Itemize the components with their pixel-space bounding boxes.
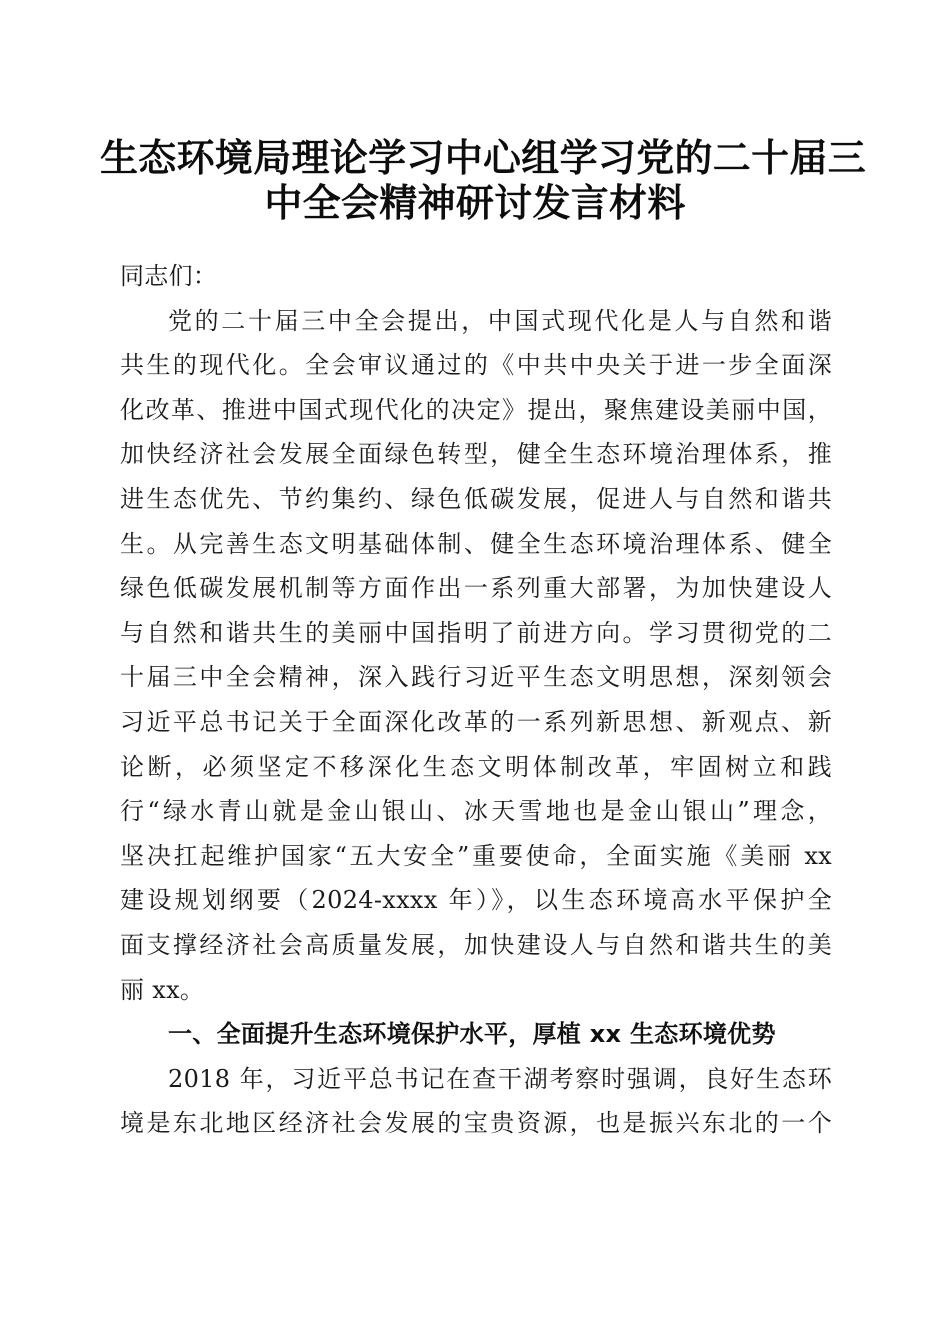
- paragraph-line: 2018 年，习近平总书记在查干湖考察时强调，良好生态环: [168, 1064, 832, 1093]
- paragraph-line: 生。从完善生态文明基础体制、健全生态环境治理体系、健全: [120, 529, 832, 558]
- title-line: 生态环境局理论学习中心组学习党的二十届三: [100, 135, 867, 180]
- paragraph-line: 境是东北地区经济社会发展的宝贵资源，也是振兴东北的一个: [120, 1109, 832, 1138]
- paragraph-line: 党的二十届三中全会提出，中国式现代化是人与自然和谐: [168, 306, 832, 335]
- paragraph-section1: [120, 1057, 832, 1146]
- section-heading: 一、全面提升生态环境保护水平，厚植 xx 生态环境优势: [168, 1020, 776, 1049]
- paragraph-line: 十届三中全会精神，深入践行习近平生态文明思想，深刻领会: [120, 663, 832, 692]
- paragraph-line: 共生的现代化。全会审议通过的《中共中央关于进一步全面深: [120, 351, 832, 380]
- paragraph-line: 与自然和谐共生的美丽中国指明了前进方向。学习贯彻党的二: [120, 618, 832, 647]
- paragraph-line: 论断，必须坚定不移深化生态文明体制改革，牢固树立和践: [120, 752, 832, 781]
- paragraph-line: 加快经济社会发展全面绿色转型，健全生态环境治理体系，推: [120, 440, 832, 469]
- greeting: 同志们：: [120, 262, 218, 290]
- paragraph-line: 行“绿水青山就是金山银山、冰天雪地也是金山银山”理念，: [120, 797, 832, 826]
- paragraph-line: 绿色低碳发展机制等方面作出一系列重大部署，为加快建设人: [120, 574, 832, 603]
- paragraph-line: 化改革、推进中国式现代化的决定》提出，聚焦建设美丽中国，: [120, 395, 832, 424]
- paragraph-line: 习近平总书记关于全面深化改革的一系列新思想、新观点、新: [120, 707, 832, 736]
- paragraph-line: 进生态优先、节约集约、绿色低碳发展，促进人与自然和谐共: [120, 484, 832, 513]
- paragraph-line: 建设规划纲要（2024-xxxx 年）》，以生态环境高水平保护全: [120, 886, 832, 915]
- paragraph-intro: [120, 299, 832, 1013]
- document-body: [120, 254, 832, 1146]
- paragraph-line: 坚决扛起维护国家“五大安全”重要使命，全面实施《美丽 xx: [120, 841, 832, 870]
- paragraph-line: 面支撑经济社会高质量发展，加快建设人与自然和谐共生的美: [120, 930, 832, 959]
- title-line: 中全会精神研讨发言材料: [264, 179, 686, 225]
- document-title: [100, 135, 867, 225]
- paragraph-line: 丽 xx。: [120, 975, 205, 1004]
